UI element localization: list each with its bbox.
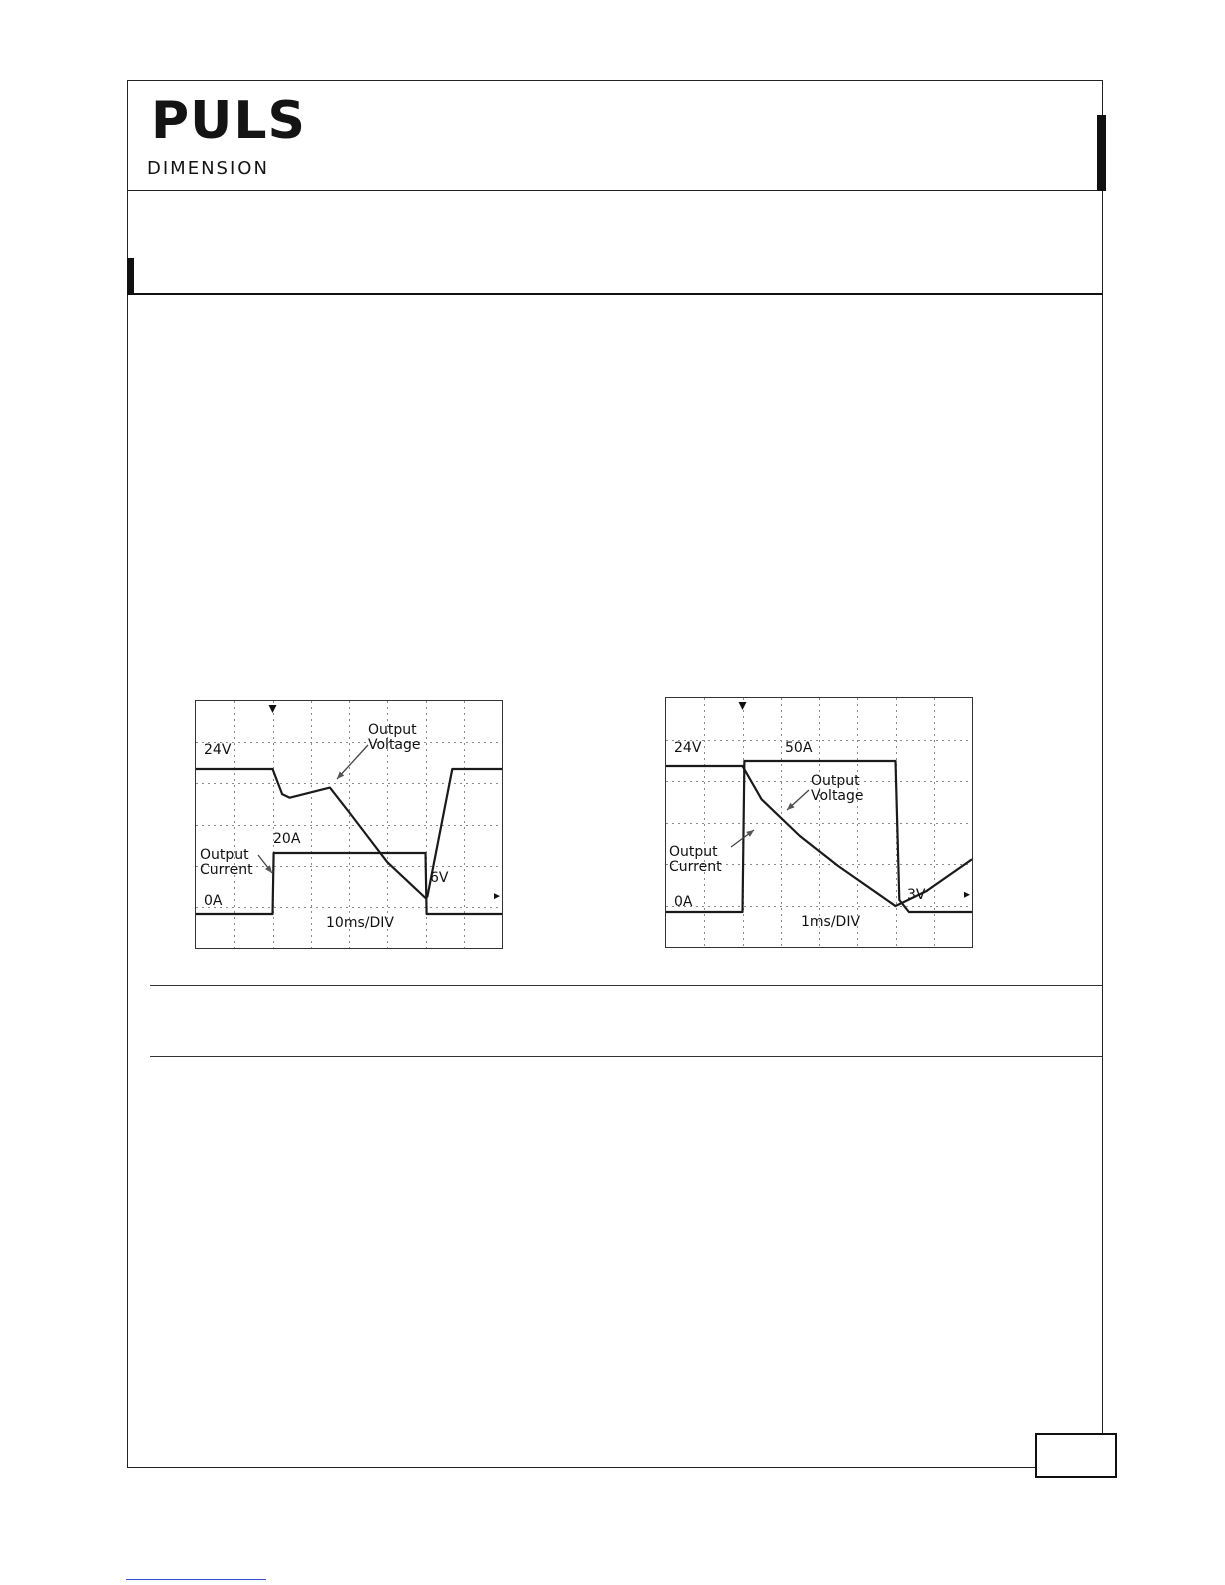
section-divider-top [150, 985, 1102, 986]
page-number-box [1035, 1433, 1117, 1478]
current-zero-label: 0A [674, 894, 693, 910]
current-level-label: 20A [273, 831, 301, 847]
voltage-level-label: 24V [204, 742, 232, 758]
trigger-marker-icon [739, 702, 747, 710]
annotation-arrow-icon [746, 830, 754, 837]
timebase-label: 1ms/DIV [801, 914, 861, 930]
title-divider [127, 293, 1103, 295]
scope-grid [666, 698, 972, 947]
voltage-name-line-1: Output [368, 722, 417, 738]
logo-wordmark: PULS [151, 91, 306, 151]
header-tab-marker [1097, 115, 1106, 191]
voltage-name-line-2: Voltage [811, 788, 864, 804]
ground-marker-icon [494, 893, 500, 899]
section-divider-bottom [150, 1056, 1102, 1057]
current-zero-label: 0A [204, 893, 223, 909]
scope-1-plot [196, 701, 502, 948]
current-level-label: 50A [785, 740, 813, 756]
scope-2-plot [666, 698, 972, 947]
trigger-marker-icon [269, 705, 277, 713]
current-name-line-2: Current [669, 859, 722, 875]
oscilloscope-chart-2 [665, 697, 973, 948]
voltage-min-label: 6V [430, 870, 449, 886]
annotation-arrow-icon [265, 865, 272, 873]
header-divider [127, 190, 1103, 191]
logo-subline: DIMENSION [147, 158, 269, 179]
scope-grid [196, 701, 502, 948]
voltage-name-line-1: Output [811, 773, 860, 789]
ground-marker-icon [964, 892, 970, 898]
current-name-line-1: Output [669, 844, 718, 860]
title-tab-marker [127, 258, 134, 294]
current-name-line-2: Current [200, 862, 253, 878]
timebase-label: 10ms/DIV [326, 915, 394, 931]
puls-dimension-logo [147, 91, 317, 185]
voltage-min-label: 3V [907, 887, 926, 903]
voltage-name-line-2: Voltage [368, 737, 421, 753]
footer-link-underline [126, 1579, 266, 1580]
current-name-line-1: Output [200, 847, 249, 863]
oscilloscope-chart-1 [195, 700, 503, 949]
voltage-level-label: 24V [674, 740, 702, 756]
